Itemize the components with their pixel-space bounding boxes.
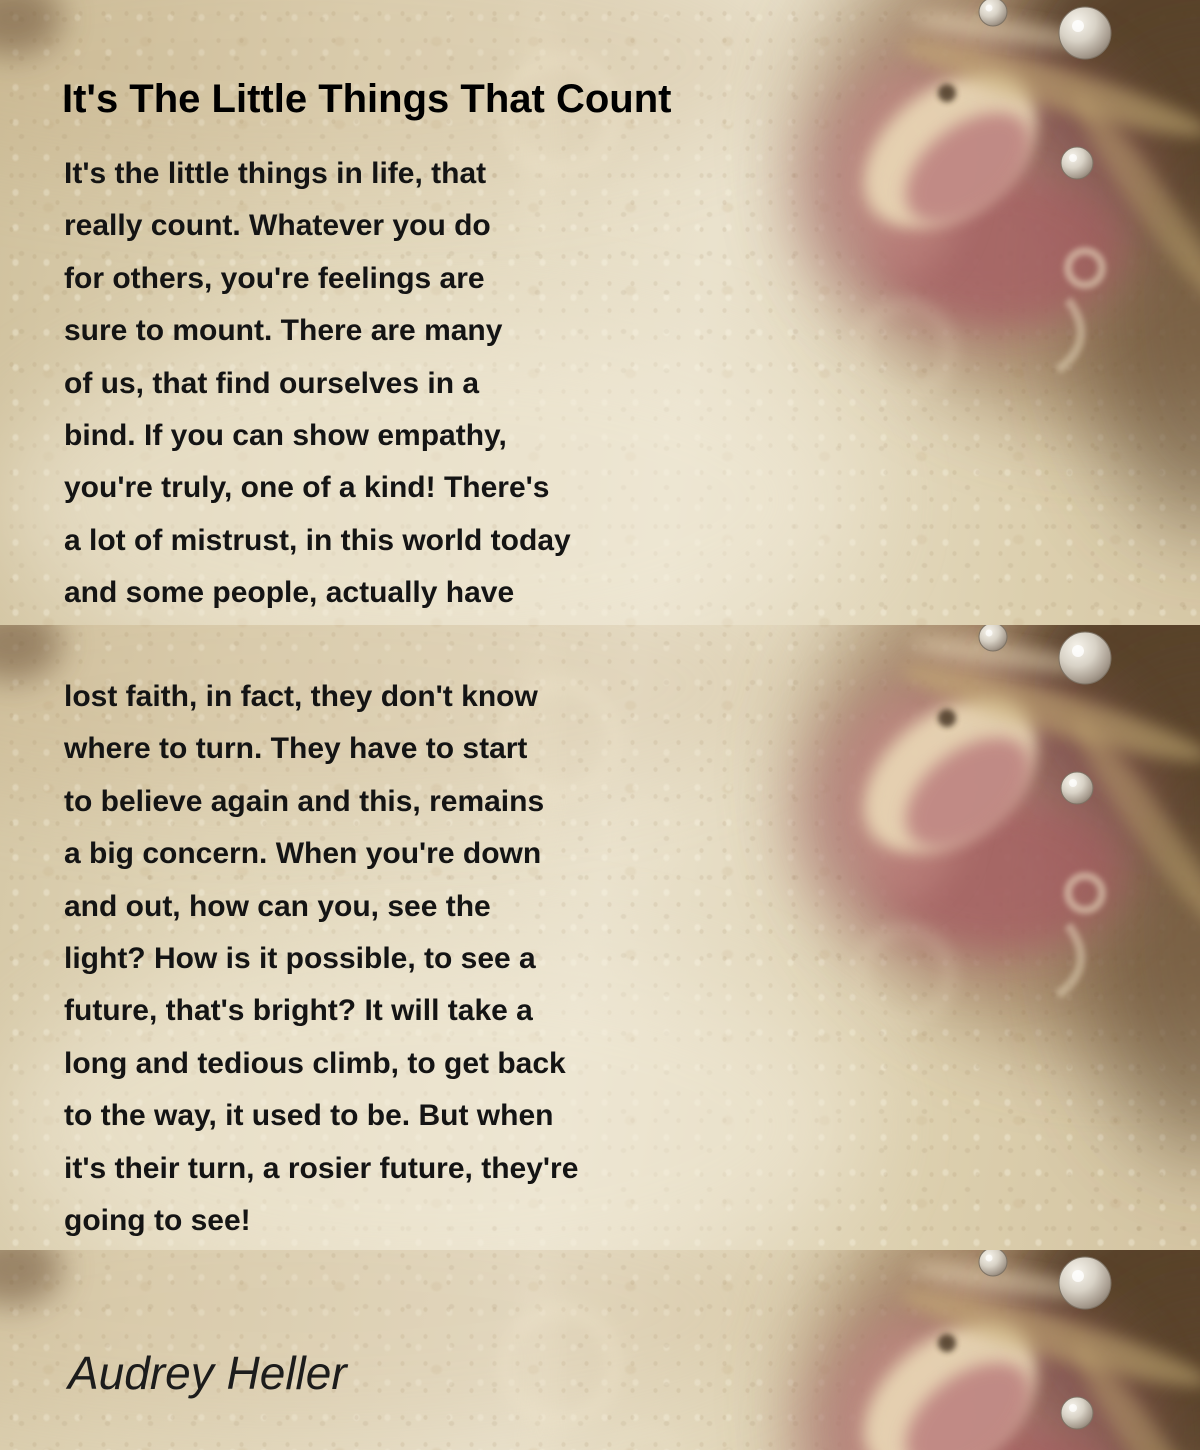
- poem-line: to believe again and this, remains: [64, 784, 545, 818]
- poem-line: for others, you're feelings are: [64, 261, 485, 295]
- poem-line: long and tedious climb, to get back: [64, 1046, 566, 1080]
- poem-line: where to turn. They have to start: [64, 732, 528, 766]
- poem-line: to the way, it used to be. But when: [64, 1099, 554, 1133]
- poem-stanza-2: [64, 671, 744, 1247]
- poem-line: really count. Whatever you do: [64, 209, 491, 243]
- poem-line: bind. If you can show empathy,: [64, 419, 507, 453]
- poem-author: Audrey Heller: [68, 1347, 347, 1399]
- poem-line: a lot of mistrust, in this world today: [64, 523, 571, 557]
- poem-line: future, that's bright? It will take a: [64, 994, 533, 1028]
- poem-line: It's the little things in life, that: [64, 157, 487, 190]
- poem-line: and some people, actually have: [64, 576, 515, 610]
- poem-line: sure to mount. There are many: [64, 314, 503, 348]
- poem-line: going to see!: [64, 1204, 251, 1238]
- poem-line: of us, that find ourselves in a: [64, 366, 480, 400]
- poem-line: light? How is it possible, to see a: [64, 942, 536, 976]
- poem-stanza-1: [64, 148, 744, 620]
- poem-line: it's their turn, a rosier future, they're: [64, 1151, 579, 1185]
- poem-line: a big concern. When you're down: [64, 837, 542, 871]
- poem-line: and out, how can you, see the: [64, 889, 491, 923]
- poem-title: It's The Little Things That Count: [62, 76, 672, 121]
- poem-line: lost faith, in fact, they don't know: [64, 680, 538, 713]
- poem-line: you're truly, one of a kind! There's: [64, 471, 550, 505]
